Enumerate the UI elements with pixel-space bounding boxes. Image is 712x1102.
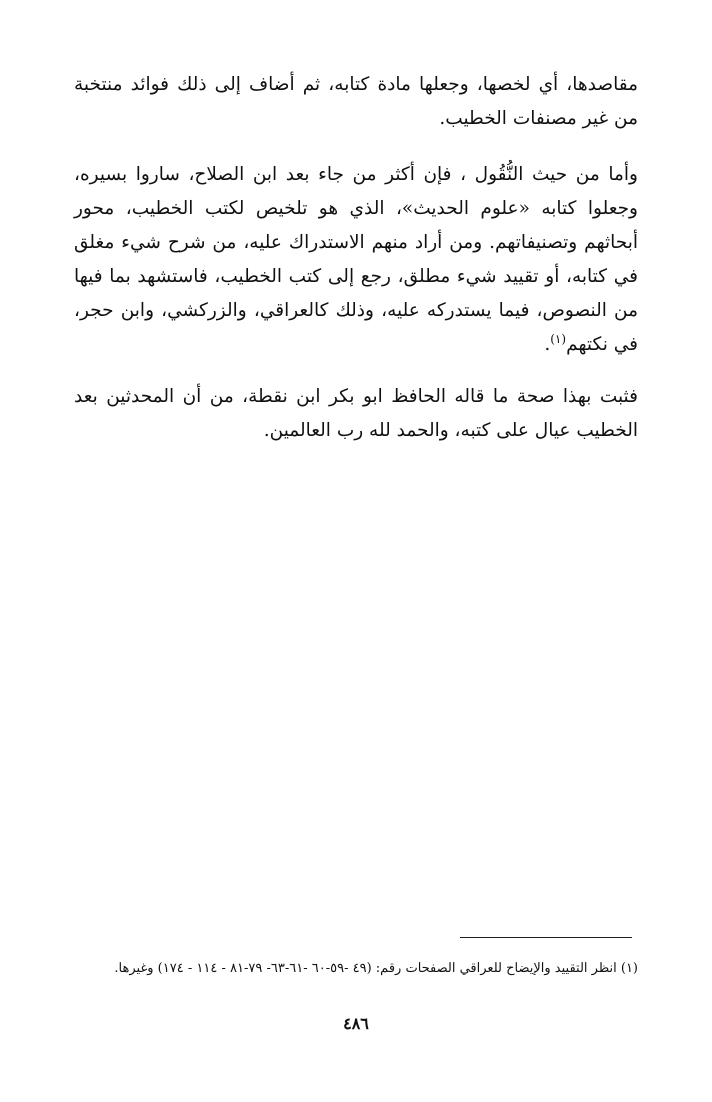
page-number: ٤٨٦ [343,1014,369,1033]
paragraph-2 [74,158,638,362]
footnote-reference[interactable]: (١) [550,331,567,346]
paragraph-1: مقاصدها، أي لخصها، وجعلها مادة كتابه، ثم أضاف إلى ذلك فوائد منتخبة من غير مصنفات الخطيب. [74,74,638,129]
footnote-divider [460,937,632,938]
paragraph-2-end: . [544,334,551,355]
paragraph-2-text: وأما من حيث النُّقُول ، فإن أكثر من جاء بعد ابن الصلاح، ساروا بسيره، وجعلوا كتابه «علوم الحديث»، الذي هو تلخيص لكتب الخطيب، محور أبحاثهم وتصنيفاتهم. ومن أراد منهم الاستدراك عليه، من شرح شيء مغلق في كتابه، أو تقييد شيء مطلق، رجع إلى كتب الخطيب، فاستشهد بما فيها من النصوص، فيما يستدركه عليه، وذلك كالعراقي، والزركشي، وابن حجر، في نكتهم [74,164,638,355]
main-text [74,68,638,448]
footnote: (١) انظر التقييد والإيضاح للعراقي الصفحات رقم: (٤٩ -٥٩-٦٠ -٦١-٦٣- ٧٩-٨١ - ١١٤ - ١٧٤) وغيرها. [114,961,638,976]
paragraph-3: فثبت بهذا صحة ما قاله الحافظ ابو بكر ابن نقطة، من أن المحدثين بعد الخطيب عيال على كتبه، والحمد لله رب العالمين. [74,386,638,441]
